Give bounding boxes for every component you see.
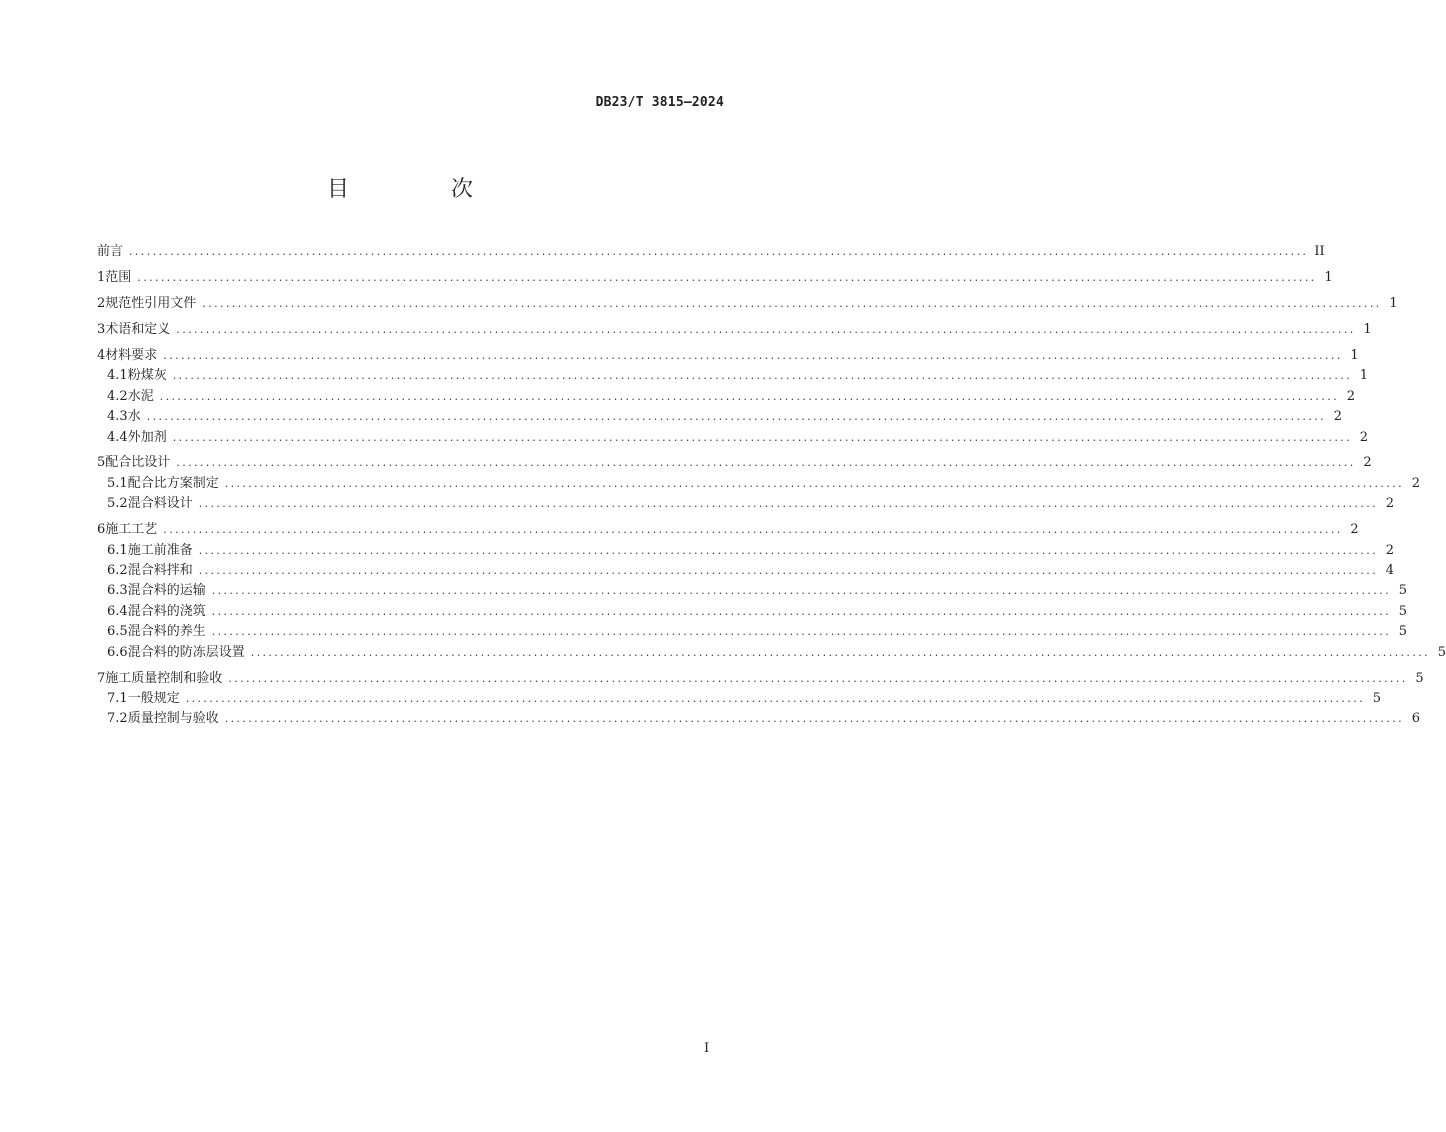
toc-entry[interactable] (97, 407, 1343, 427)
page-number: I (704, 1041, 710, 1056)
toc-entry-page: 5 (1398, 583, 1408, 599)
toc-entry[interactable] (97, 581, 1408, 601)
toc-entry-page: 2 (1411, 475, 1421, 491)
toc-entry[interactable] (97, 709, 1421, 729)
toc-entry[interactable] (97, 294, 1398, 314)
toc-entry-title: 规范性引用文件 (105, 295, 197, 311)
toc-entry[interactable] (97, 561, 1395, 581)
toc-entry-title: 施工工艺 (105, 522, 158, 538)
toc-entry-page: 2 (1363, 455, 1372, 471)
toc-entry-title: 配合比设计 (105, 455, 171, 471)
toc-entry-page: 5 (1372, 690, 1382, 706)
toc-entry-page: 6 (1411, 711, 1421, 727)
toc-leader-dots: ........................................................................................................................................................................................................ (176, 456, 1356, 470)
toc-leader-dots: ........................................................................................................................................................................................................ (129, 245, 1309, 258)
toc-entry-number: 6.3 (107, 583, 128, 599)
toc-entry-number: 4.1 (107, 368, 128, 384)
toc-leader-dots: ........................................................................................................................................................................................................ (250, 645, 1431, 659)
toc-entry-number: 4.2 (107, 388, 128, 404)
toc-entry-page: 1 (1389, 295, 1398, 311)
toc-leader-dots: ........................................................................................................................................................................................................ (211, 625, 1392, 639)
toc-entry[interactable] (97, 268, 1333, 288)
toc-entry-title: 一般规定 (127, 690, 180, 706)
toc-entry-title: 外加剂 (127, 429, 167, 445)
table-of-contents (97, 242, 1446, 730)
toc-leader-dots: ........................................................................................................................................................................................................ (211, 584, 1392, 598)
toc-leader-dots: ........................................................................................................................................................................................................ (202, 296, 1382, 310)
toc-entry[interactable] (97, 602, 1408, 622)
toc-entry[interactable] (97, 242, 1325, 262)
toc-entry-title: 配合比方案制定 (127, 475, 219, 491)
toc-entry-number: 4.3 (107, 409, 128, 425)
toc-entry[interactable] (97, 622, 1408, 642)
toc-leader-dots: ........................................................................................................................................................................................................ (185, 691, 1366, 705)
toc-entry-page: 2 (1350, 522, 1359, 538)
toc-entry[interactable] (97, 428, 1369, 448)
toc-entry-title: 水泥 (127, 388, 154, 404)
toc-entry[interactable] (97, 669, 1424, 689)
toc-entry-title: 混合料的防冻层设置 (127, 644, 245, 660)
page-title: 目 次 (326, 177, 513, 202)
toc-leader-dots: ........................................................................................................................................................................................................ (163, 523, 1343, 537)
toc-entry-page: 5 (1398, 603, 1408, 619)
toc-entry-number: 6.1 (107, 542, 128, 558)
toc-entry-number: 3 (97, 321, 106, 337)
toc-entry-page: 2 (1333, 409, 1343, 425)
toc-leader-dots: ........................................................................................................................................................................................................ (198, 543, 1379, 557)
toc-entry[interactable] (97, 474, 1421, 494)
toc-entry-number: 5.1 (107, 475, 128, 491)
toc-entry-title: 混合料的养生 (127, 624, 206, 640)
toc-leader-dots: ........................................................................................................................................................................................................ (198, 564, 1379, 578)
toc-entry-number: 6.5 (107, 624, 128, 640)
toc-leader-dots: ........................................................................................................................................................................................................ (224, 712, 1405, 726)
toc-entry-title: 粉煤灰 (127, 368, 167, 384)
toc-entry-number: 7.1 (107, 690, 128, 706)
toc-entry-page: 1 (1324, 269, 1333, 285)
toc-entry-title: 术语和定义 (105, 321, 171, 337)
toc-entry-number: 6.4 (107, 603, 128, 619)
toc-leader-dots: ........................................................................................................................................................................................................ (198, 497, 1379, 511)
toc-entry-title: 施工前准备 (127, 542, 193, 558)
toc-entry-number: 2 (97, 295, 106, 311)
toc-leader-dots: ........................................................................................................................................................................................................ (159, 389, 1340, 403)
toc-entry-page: 2 (1346, 388, 1356, 404)
toc-entry-title: 混合料拌和 (127, 563, 193, 579)
toc-leader-dots: ........................................................................................................................................................................................................ (211, 604, 1392, 618)
toc-entry-number: 4.4 (107, 429, 128, 445)
toc-entry-page: II (1314, 244, 1325, 259)
toc-leader-dots: ........................................................................................................................................................................................................ (146, 410, 1327, 424)
toc-entry-page: 5 (1398, 624, 1408, 640)
toc-entry-number: 4 (97, 347, 106, 363)
toc-entry-number: 5 (97, 455, 106, 471)
toc-entry-page: 2 (1359, 429, 1369, 445)
toc-entry[interactable] (97, 387, 1356, 407)
toc-entry[interactable] (97, 643, 1446, 663)
toc-entry[interactable] (97, 453, 1372, 473)
toc-entry-number: 7 (97, 670, 106, 686)
toc-entry-title: 范围 (105, 269, 132, 285)
toc-entry[interactable] (97, 320, 1372, 340)
toc-leader-dots: ........................................................................................................................................................................................................ (137, 270, 1317, 284)
toc-entry-title: 材料要求 (105, 347, 158, 363)
toc-leader-dots: ........................................................................................................................................................................................................ (163, 348, 1343, 362)
toc-leader-dots: ........................................................................................................................................................................................................ (224, 476, 1405, 490)
toc-entry[interactable] (97, 346, 1359, 366)
toc-entry-title: 混合料的运输 (127, 583, 206, 599)
toc-entry-page: 4 (1385, 563, 1395, 579)
toc-leader-dots: ........................................................................................................................................................................................................ (172, 369, 1353, 383)
toc-entry-number: 6 (97, 522, 106, 538)
toc-entry-page: 5 (1437, 644, 1446, 660)
toc-entry-title: 混合料的浇筑 (127, 603, 206, 619)
toc-entry-page: 1 (1350, 347, 1359, 363)
toc-leader-dots: ........................................................................................................................................................................................................ (172, 430, 1353, 444)
toc-entry-page: 1 (1359, 368, 1369, 384)
toc-entry-number: 6.2 (107, 563, 128, 579)
toc-entry[interactable] (97, 366, 1369, 386)
toc-leader-dots: ........................................................................................................................................................................................................ (176, 322, 1356, 336)
toc-entry-page: 5 (1415, 670, 1424, 686)
toc-entry-page: 1 (1363, 321, 1372, 337)
toc-entry[interactable] (97, 689, 1382, 709)
toc-leader-dots: ........................................................................................................................................................................................................ (228, 671, 1408, 685)
toc-entry[interactable] (97, 494, 1395, 514)
toc-entry-number: 5.2 (107, 496, 128, 512)
toc-entry-number: 7.2 (107, 711, 128, 727)
standard-code: DB23/T 3815—2024 (595, 95, 724, 110)
toc-entry-page: 2 (1385, 542, 1395, 558)
toc-entry-page: 2 (1385, 496, 1395, 512)
toc-entry-title: 前言 (97, 244, 124, 259)
toc-entry-title: 水 (127, 409, 141, 425)
toc-entry[interactable] (97, 520, 1359, 540)
toc-entry-title: 质量控制与验收 (127, 711, 219, 727)
toc-entry-title: 施工质量控制和验收 (105, 670, 223, 686)
toc-entry[interactable] (97, 541, 1395, 561)
toc-entry-number: 6.6 (107, 644, 128, 660)
toc-entry-number: 1 (97, 269, 106, 285)
toc-entry-title: 混合料设计 (127, 496, 193, 512)
